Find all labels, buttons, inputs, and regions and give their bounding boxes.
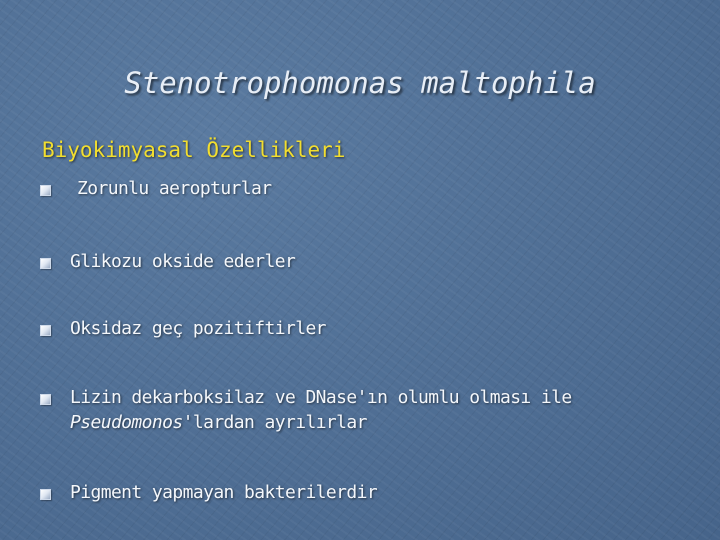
bullet-text-italic: Pseudomonos <box>70 412 183 433</box>
square-bullet-icon <box>40 489 51 500</box>
bullet-item <box>40 316 700 341</box>
slide-title: Stenotrophomonas maltophila <box>124 66 596 100</box>
square-bullet-icon <box>40 185 51 196</box>
bullet-item <box>40 176 700 201</box>
bullet-text-line1: Lizin dekarboksilaz ve DNase'ın olumlu olması ile <box>70 387 572 408</box>
slide-subtitle: Biyokimyasal Özellikleri <box>42 138 346 162</box>
bullet-text: Oksidaz geç pozitiftirler <box>70 318 326 339</box>
bullet-text-multiline <box>70 385 572 435</box>
bullet-item <box>40 480 700 505</box>
bullet-item <box>40 249 700 274</box>
square-bullet-icon <box>40 394 51 405</box>
bullet-text-rest: 'lardan ayrılırlar <box>182 412 367 433</box>
bullet-text: Zorunlu aeropturlar <box>77 178 272 199</box>
bullet-text: Glikozu okside ederler <box>70 251 296 272</box>
bullet-item <box>40 385 700 435</box>
bullet-text: Pigment yapmayan bakterilerdir <box>70 482 378 503</box>
square-bullet-icon <box>40 258 51 269</box>
square-bullet-icon <box>40 325 51 336</box>
